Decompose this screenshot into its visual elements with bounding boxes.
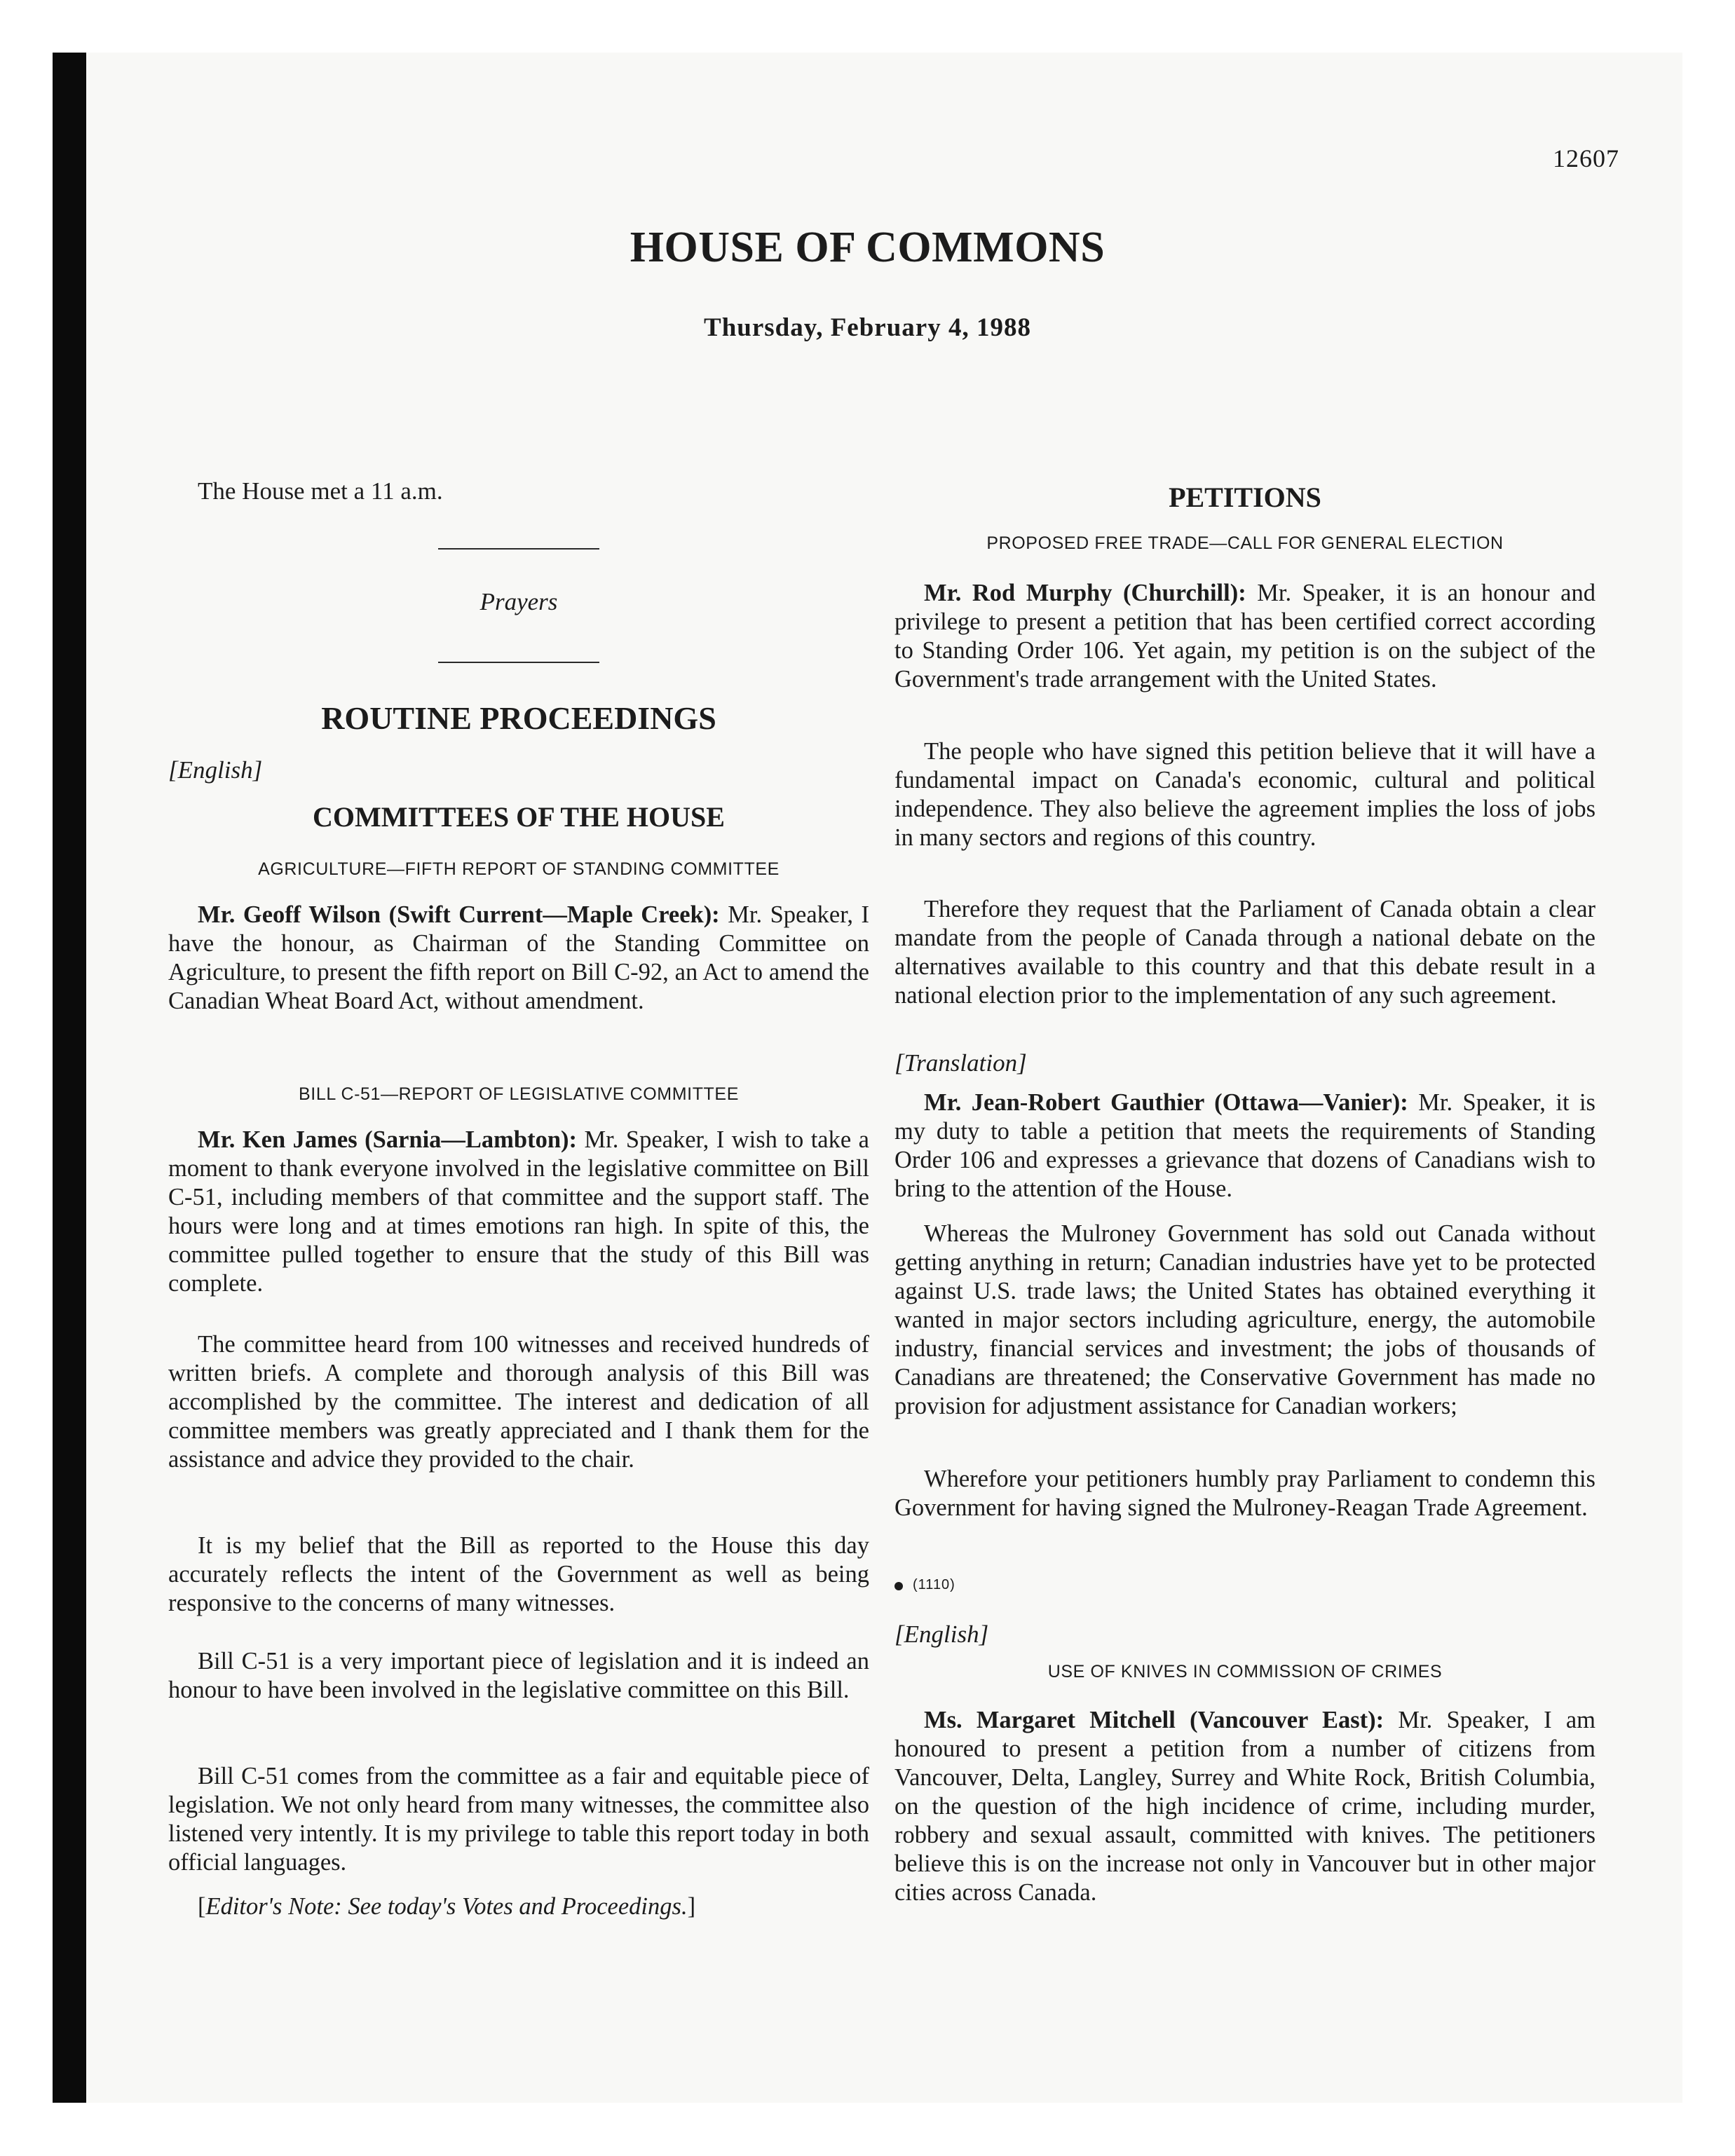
speaker-name: Mr. Rod Murphy (Churchill): [924,580,1246,606]
bracket-open: [ [198,1893,206,1920]
editors-note [168,1892,869,1921]
mitchell-paragraph [894,1706,1595,1907]
murphy-paragraph [894,579,1595,694]
people-paragraph: The people who have signed this petition believe that it will have a fundamental impact on Canada's economic, cultural and political independence. They also believe the agreement implies the loss of jobs in many sectors and regions of this country. [894,738,1595,851]
paragraph-text: Mr. Speaker, I am honoured to present a petition from a number of citizens from Vancouver, Delta, Langley, Surrey and White Rock, British Columbia, on the question of the high incidence of crime, including murder, robbery and sexual assault, committed with knives. The petitioners believe this is on the increase not only in Vancouver but in other major cities across Canada. [894,1707,1595,1906]
speaker-name: Mr. Geoff Wilson (Swift Current—Maple Creek): [198,901,720,928]
editors-note-text: Editor's Note: See today's Votes and Proceedings. [205,1893,688,1920]
belief-paragraph: It is my belief that the Bill as reported to the House this day accurately reflects the intent of the Government as well as being responsive to the concerns of many witnesses. [168,1532,869,1616]
speaker-name: Mr. Jean-Robert Gauthier (Ottawa—Vanier): [924,1089,1408,1116]
agriculture-subheading: AGRICULTURE—FIFTH REPORT OF STANDING COMMITTEE [258,859,780,879]
divider-bottom [438,662,599,663]
bracket-close: ] [687,1893,696,1920]
wilson-paragraph [168,901,869,1016]
page-date: Thursday, February 4, 1988 [704,313,1031,342]
routine-proceedings-heading: ROUTINE PROCEEDINGS [321,700,716,736]
time-marker: (1110) [913,1577,955,1592]
paragraph-text: Mr. Speaker, I have the honour, as Chairman of the Standing Committee on Agriculture, to present the fifth report on Bill C-92, an Act to amend the Canadian Wheat Board Act, without amendment. [168,901,869,1014]
paragraph-text: Mr. Speaker, I wish to take a moment to thank everyone involved in the legislative committee on Bill C-51, including members of that committee and the support staff. The hours were long and at times emotions ran high. In spite of this, the committee pulled together to ensure that the study of this Bill was complete. [168,1126,869,1297]
wherefore-paragraph: Wherefore your petitioners humbly pray Parliament to condemn this Government for having signed the Mulroney-Reagan Trade Agreement. [894,1466,1595,1521]
speaker-name: Ms. Margaret Mitchell (Vancouver East): [924,1707,1384,1733]
page-title: HOUSE OF COMMONS [630,224,1105,271]
speaker-name: Mr. Ken James (Sarnia—Lambton): [198,1126,577,1153]
language-tag-english: [English] [168,756,263,784]
fair-paragraph: Bill C-51 comes from the committee as a fair and equitable piece of legislation. We not only heard from many witnesses, the committee also listened very intently. It is my privilege to table this report today in both official languages. [168,1763,869,1876]
petitions-heading: PETITIONS [1169,482,1321,513]
paragraph-text: Mr. Speaker, it is my duty to table a petition that meets the requirements of Standing Order 106 and expresses a grievance that dozens of Canadians wish to bring to the attention of the House. [894,1089,1595,1202]
language-tag-english: [English] [894,1621,989,1648]
james-paragraph [168,1126,869,1298]
gauthier-paragraph [894,1089,1595,1203]
opening-line: The House met a 11 a.m. [198,477,443,505]
bullet-dot-icon [894,1582,903,1590]
divider-top [438,548,599,550]
bill-c51-subheading: BILL C-51—REPORT OF LEGISLATIVE COMMITTEE [299,1084,739,1104]
page-number: 12607 [1553,144,1619,172]
knives-subheading: USE OF KNIVES IN COMMISSION OF CRIMES [1047,1662,1443,1681]
whereas-paragraph: Whereas the Mulroney Government has sold out Canada without getting anything in return; Canadian industries have yet to be protected against U.S. trade laws; the United States has obtained everything it wanted in major sectors including agriculture, energy, the automobile industry, financial services and investment; the jobs of thousands of Canadians are threatened; the Conservative Government has made no provision for adjustment assistance for Canadian workers; [894,1220,1595,1419]
binding-edge [53,53,86,2103]
free-trade-subheading: PROPOSED FREE TRADE—CALL FOR GENERAL ELECTION [986,533,1504,553]
therefore-paragraph: Therefore they request that the Parliament of Canada obtain a clear mandate from the people of Canada through a national debate on the alternatives available to this country and that this debate result in a national election prior to the implementation of any such agreement. [894,896,1595,1009]
important-paragraph: Bill C-51 is a very important piece of legislation and it is indeed an honour to have been involved in the legislative committee on this Bill. [168,1648,869,1703]
language-tag-translation: [Translation] [894,1049,1027,1077]
paragraph-text: Mr. Speaker, it is an honour and privilege to present a petition that has been certified correct according to Standing Order 106. Yet again, my petition is on the subject of the Government's trade arrangement with the United States. [894,580,1595,692]
witnesses-paragraph: The committee heard from 100 witnesses and received hundreds of written briefs. A complete and thorough analysis of this Bill was accomplished by the committee. The interest and dedication of all committee members was greatly appreciated and I thank them for the assistance and advice they provided to the chair. [168,1331,869,1473]
committees-heading: COMMITTEES OF THE HOUSE [313,801,725,833]
time-stamp [894,1573,1175,1598]
prayers-label: Prayers [479,588,558,615]
